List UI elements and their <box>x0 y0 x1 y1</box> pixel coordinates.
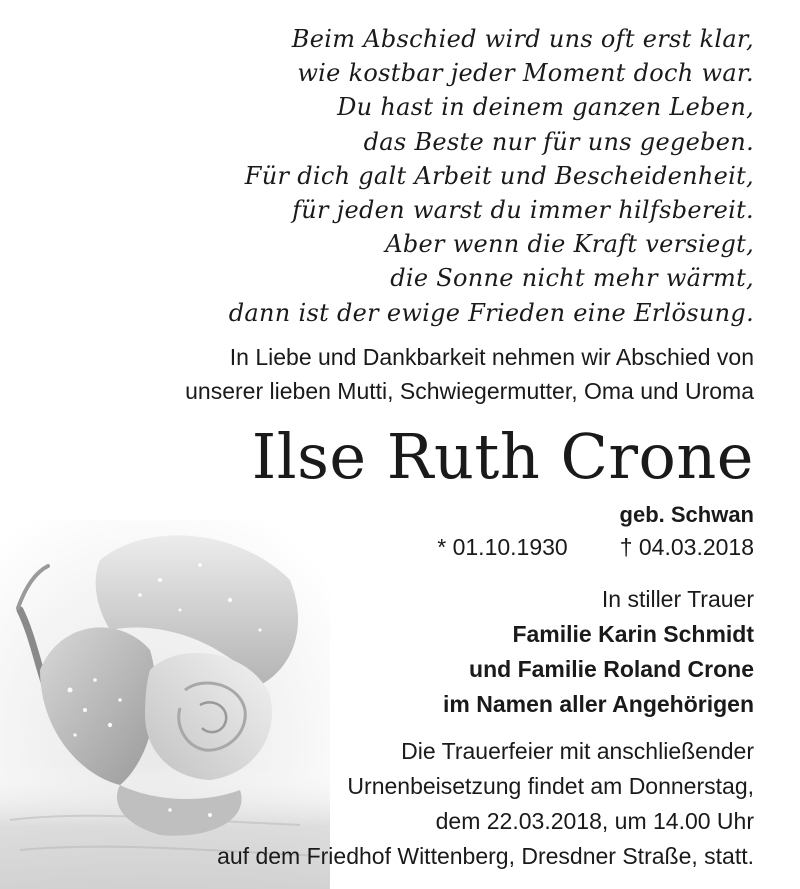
mourner-line: und Familie Roland Crone <box>469 656 754 682</box>
life-dates <box>437 531 754 563</box>
mourners-heading: In stiller Trauer <box>601 586 754 612</box>
maiden-name: geb. Schwan <box>619 502 754 527</box>
mourner-line: Familie Karin Schmidt <box>512 621 754 647</box>
poem-line: Beim Abschied wird uns oft erst klar, <box>291 25 754 53</box>
funeral-line: Urnenbeisetzung findet am Donnerstag, <box>347 773 754 799</box>
deceased-name: Ilse Ruth Crone <box>251 420 754 493</box>
funeral-line: auf dem Friedhof Wittenberg, Dresdner Straße, statt. <box>217 843 754 869</box>
poem-line: das Beste nur für uns gegeben. <box>363 127 754 156</box>
intro-line: In Liebe und Dankbarkeit nehmen wir Abschied von <box>229 344 754 370</box>
poem-line: Du hast in deinem ganzen Leben, <box>337 93 754 122</box>
intro-text <box>185 340 754 408</box>
poem-line: dann ist der ewige Frieden eine Erlösung. <box>228 298 754 327</box>
funeral-line: dem 22.03.2018, um 14.00 Uhr <box>435 808 754 834</box>
poem-line: für jeden warst du immer hilfsbereit. <box>292 196 754 225</box>
birth-date: * 01.10.1930 <box>437 534 568 560</box>
mourner-line: im Namen aller Angehörigen <box>443 691 754 717</box>
poem <box>229 22 754 330</box>
funeral-line: Die Trauerfeier mit anschließender <box>401 738 754 764</box>
poem-line: Aber wenn die Kraft versiegt, <box>385 230 754 259</box>
poem-line: die Sonne nicht mehr wärmt, <box>390 264 754 293</box>
mourners <box>443 582 754 722</box>
poem-line: wie kostbar jeder Moment doch war. <box>297 59 754 88</box>
poem-line: Für dich galt Arbeit und Bescheidenheit, <box>244 161 754 190</box>
death-date: † 04.03.2018 <box>619 534 754 560</box>
funeral-info <box>217 734 754 874</box>
intro-line: unserer lieben Mutti, Schwiegermutter, Oma und Uroma <box>185 378 754 404</box>
